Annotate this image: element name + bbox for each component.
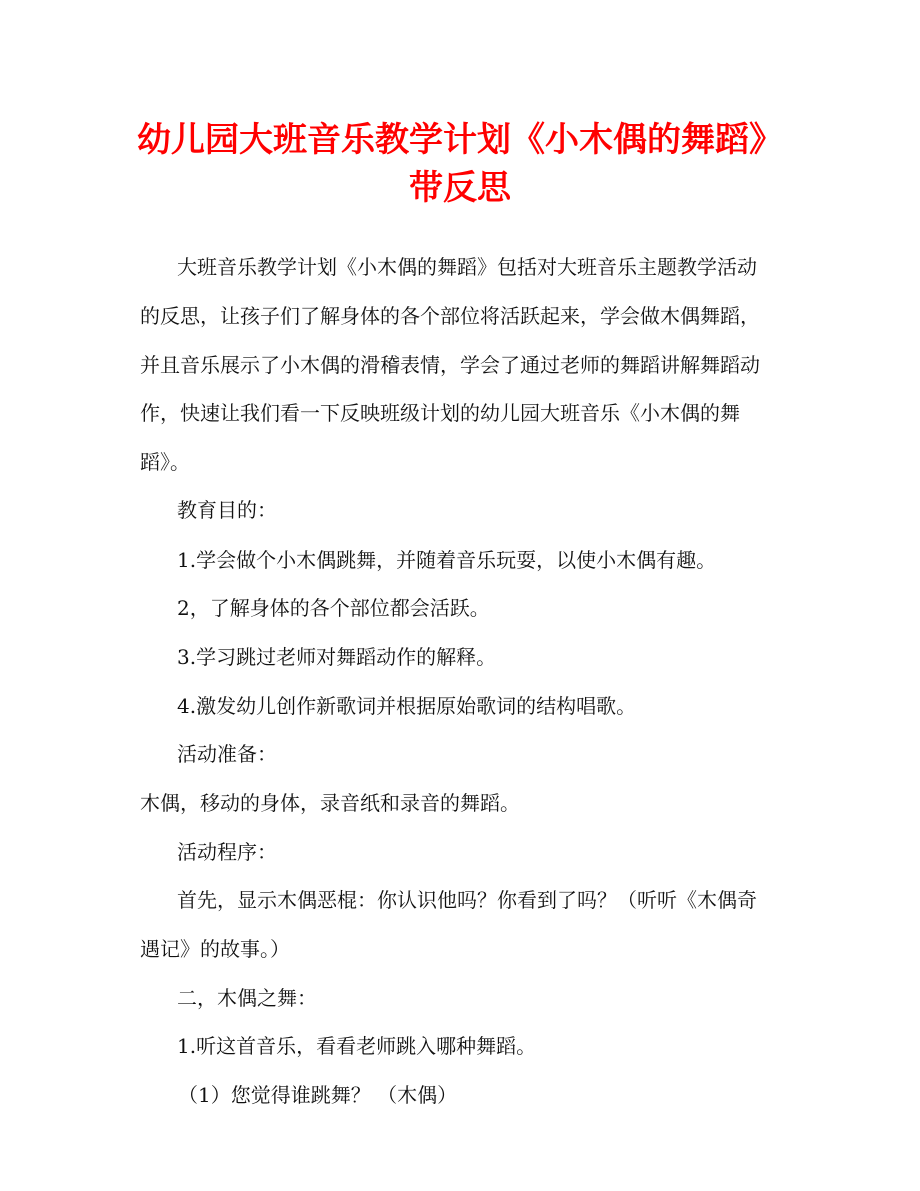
goal-item-1: 1.学会做个小木偶跳舞，并随着音乐玩耍，以使小木偶有趣。: [177, 548, 717, 572]
goal-item-3: 3.学习跳过老师对舞蹈动作的解释。: [177, 645, 497, 669]
section-two-item-1: 1.听这首音乐，看看老师跳入哪种舞蹈。: [177, 1034, 537, 1058]
intro-line-3: 并且音乐展示了小木偶的滑稽表情，学会了通过老师的舞蹈讲解舞蹈动: [140, 353, 760, 377]
process-line-2: 遇记》的故事。）: [140, 937, 290, 961]
intro-line-4: 作，快速让我们看一下反映班级计划的幼儿园大班音乐《小木偶的舞: [140, 401, 740, 425]
intro-line-1: 大班音乐教学计划《小木偶的舞蹈》包括对大班音乐主题教学活动: [177, 255, 757, 279]
prep-text: 木偶，移动的身体，录音纸和录音的舞蹈。: [140, 791, 520, 815]
intro-line-5: 蹈》。: [140, 450, 190, 474]
prep-heading: 活动准备：: [177, 742, 277, 766]
document-title-line-2: 带反思: [409, 168, 511, 208]
goal-item-2: 2，了解身体的各个部位都会活跃。: [177, 596, 490, 620]
section-two-heading: 二，木偶之舞：: [177, 986, 317, 1010]
goals-heading: 教育目的：: [177, 498, 277, 522]
document-title-line-1: 幼儿园大班音乐教学计划《小木偶的舞蹈》: [137, 120, 783, 160]
intro-line-2: 的反思，让孩子们了解身体的各个部位将活跃起来，学会做木偶舞蹈，: [140, 304, 760, 328]
process-line-1: 首先，显示木偶恶棍：你认识他吗？你看到了吗？（听听《木偶奇: [177, 888, 757, 912]
goal-item-4: 4.激发幼儿创作新歌词并根据原始歌词的结构唱歌。: [177, 694, 637, 718]
section-two-subitem: （1）您觉得谁跳舞？ （木偶）: [178, 1083, 458, 1107]
process-heading: 活动程序：: [177, 840, 277, 864]
